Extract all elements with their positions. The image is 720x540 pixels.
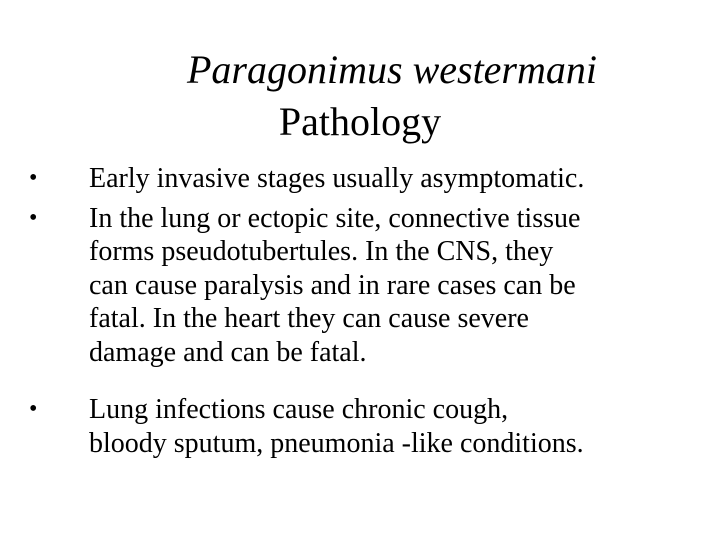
bullet-line: bloody sputum, pneumonia -like conditions. (89, 427, 584, 459)
bullet-dot-icon: • (29, 165, 38, 191)
bullet-line: Lung infections cause chronic cough, (89, 394, 509, 425)
bullet-dot-icon: • (29, 396, 38, 422)
bullet-line: fatal. In the heart they can cause severe (89, 303, 529, 334)
title-species-name: Paragonimus westermani (187, 47, 597, 92)
bullet-line: forms pseudotubertules. In the CNS, they (89, 236, 554, 267)
bullet-item (29, 202, 709, 370)
bullet-list (29, 162, 709, 460)
bullet-line: Early invasive stages usually asymptomatic. (89, 163, 585, 194)
title-subtitle: Pathology (278, 99, 442, 144)
bullet-item (29, 162, 709, 196)
bullet-line: can cause paralysis and in rare cases can be (89, 269, 576, 301)
bullet-line: damage and can be fatal. (89, 336, 367, 368)
bullet-item (29, 393, 709, 460)
slide-title (0, 44, 720, 148)
bullet-dot-icon: • (29, 204, 38, 231)
bullet-line: In the lung or ectopic site, connective tissue (89, 202, 581, 234)
